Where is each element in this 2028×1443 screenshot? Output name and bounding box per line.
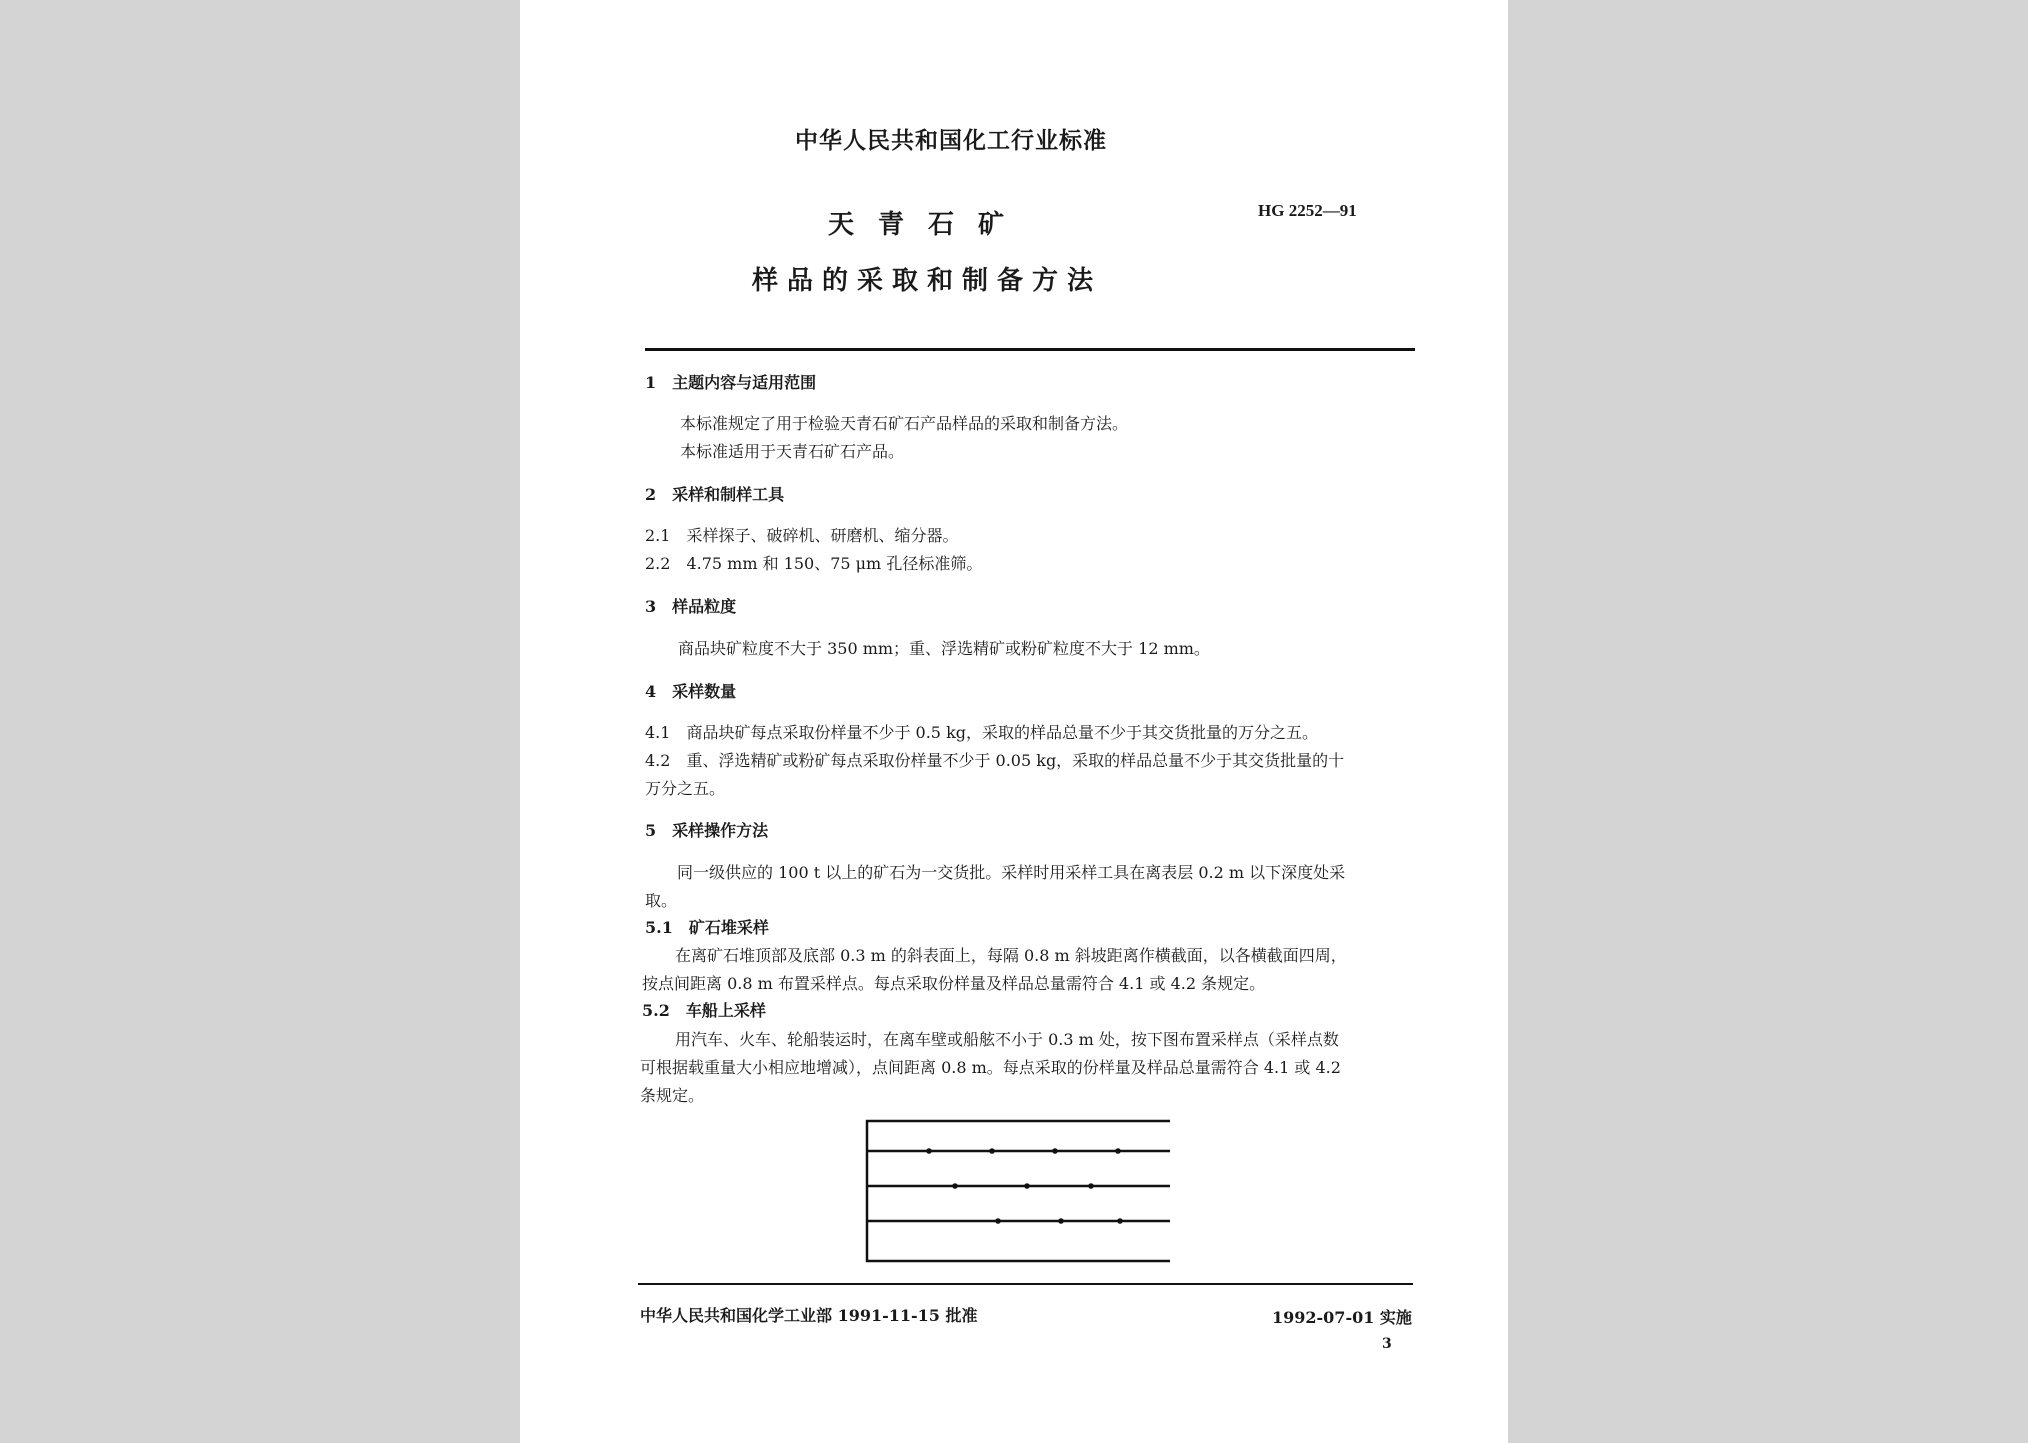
clause-2-1: 2.1 采样探子、破碎机、研磨机、缩分器。: [645, 526, 959, 545]
clause-5-1-line-1: 在离矿石堆顶部及底部 0.3 m 的斜表面上，每隔 0.8 m 斜坡距离作横截面，以各横截面四周，: [675, 946, 1347, 965]
document-page: [520, 0, 1508, 1443]
sampling-point: [995, 1218, 1001, 1224]
clause-5-2-heading: 5.2 车船上采样: [642, 1001, 766, 1020]
sampling-point: [1115, 1148, 1121, 1154]
clause-5-2-line-2: 可根据载重量大小相应地增减），点间距离 0.8 m。每点采取的份样量及样品总量需符合 4.1 或 4.2: [640, 1058, 1341, 1077]
top-rule: [645, 348, 1415, 351]
vehicle-outline: [867, 1121, 1170, 1261]
section-1-paragraph-1: 本标准规定了用于检验天青石矿石产品样品的采取和制备方法。: [680, 414, 1129, 433]
clause-4-2-line-1: 4.2 重、浮选精矿或粉矿每点采取份样量不少于 0.05 kg，采取的样品总量不少于其交货批量的十: [645, 751, 1345, 770]
clause-2-2: 2.2 4.75 mm 和 150、75 μm 孔径标准筛。: [645, 554, 983, 573]
clause-5-2-line-3: 条规定。: [640, 1086, 705, 1105]
sampling-point: [926, 1148, 932, 1154]
bottom-rule: [638, 1283, 1413, 1285]
section-4-heading: 4 采样数量: [645, 682, 737, 701]
approval-line: 中华人民共和国化学工业部 1991-11-15 批准: [640, 1306, 978, 1325]
sampling-point: [952, 1183, 958, 1189]
section-5-paragraph-line-1: 同一级供应的 100 t 以上的矿石为一交货批。采样时用采样工具在离表层 0.2 m 以下深度处采: [677, 863, 1346, 882]
page-number: 3: [1382, 1336, 1392, 1352]
sampling-point: [1058, 1218, 1064, 1224]
header-title: 中华人民共和国化工行业标准: [795, 127, 1107, 154]
standard-title: 天青石矿: [828, 210, 1029, 240]
sampling-point-diagram: [850, 1117, 1170, 1265]
sampling-point: [989, 1148, 995, 1154]
clause-5-1-heading: 5.1 矿石堆采样: [645, 918, 769, 937]
standard-subtitle: 样品的采取和制备方法: [752, 266, 1103, 296]
section-3-heading: 3 样品粒度: [645, 597, 737, 616]
section-1-heading: 1 主题内容与适用范围: [645, 373, 817, 392]
effective-date: 1992-07-01 实施: [1272, 1308, 1412, 1327]
section-5-paragraph-line-2: 取。: [645, 891, 678, 910]
clause-5-1-line-2: 按点间距离 0.8 m 布置采样点。每点采取份样量及样品总量需符合 4.1 或 4.2 条规定。: [642, 974, 1266, 993]
standard-code: HG 2252—91: [1258, 201, 1357, 220]
section-2-heading: 2 采样和制样工具: [645, 485, 785, 504]
sampling-point: [1024, 1183, 1030, 1189]
section-3-paragraph: 商品块矿粒度不大于 350 mm；重、浮选精矿或粉矿粒度不大于 12 mm。: [678, 639, 1210, 658]
section-1-paragraph-2: 本标准适用于天青石矿石产品。: [680, 442, 905, 461]
clause-4-2-line-2: 万分之五。: [645, 779, 726, 798]
section-5-heading: 5 采样操作方法: [645, 821, 769, 840]
clause-4-1: 4.1 商品块矿每点采取份样量不少于 0.5 kg，采取的样品总量不少于其交货批量的万分之五。: [645, 723, 1319, 742]
sampling-point: [1117, 1218, 1123, 1224]
sampling-point: [1088, 1183, 1094, 1189]
sampling-point: [1052, 1148, 1058, 1154]
clause-5-2-line-1: 用汽车、火车、轮船装运时，在离车壁或船舷不小于 0.3 m 处，按下图布置采样点（采样点数: [675, 1030, 1339, 1049]
